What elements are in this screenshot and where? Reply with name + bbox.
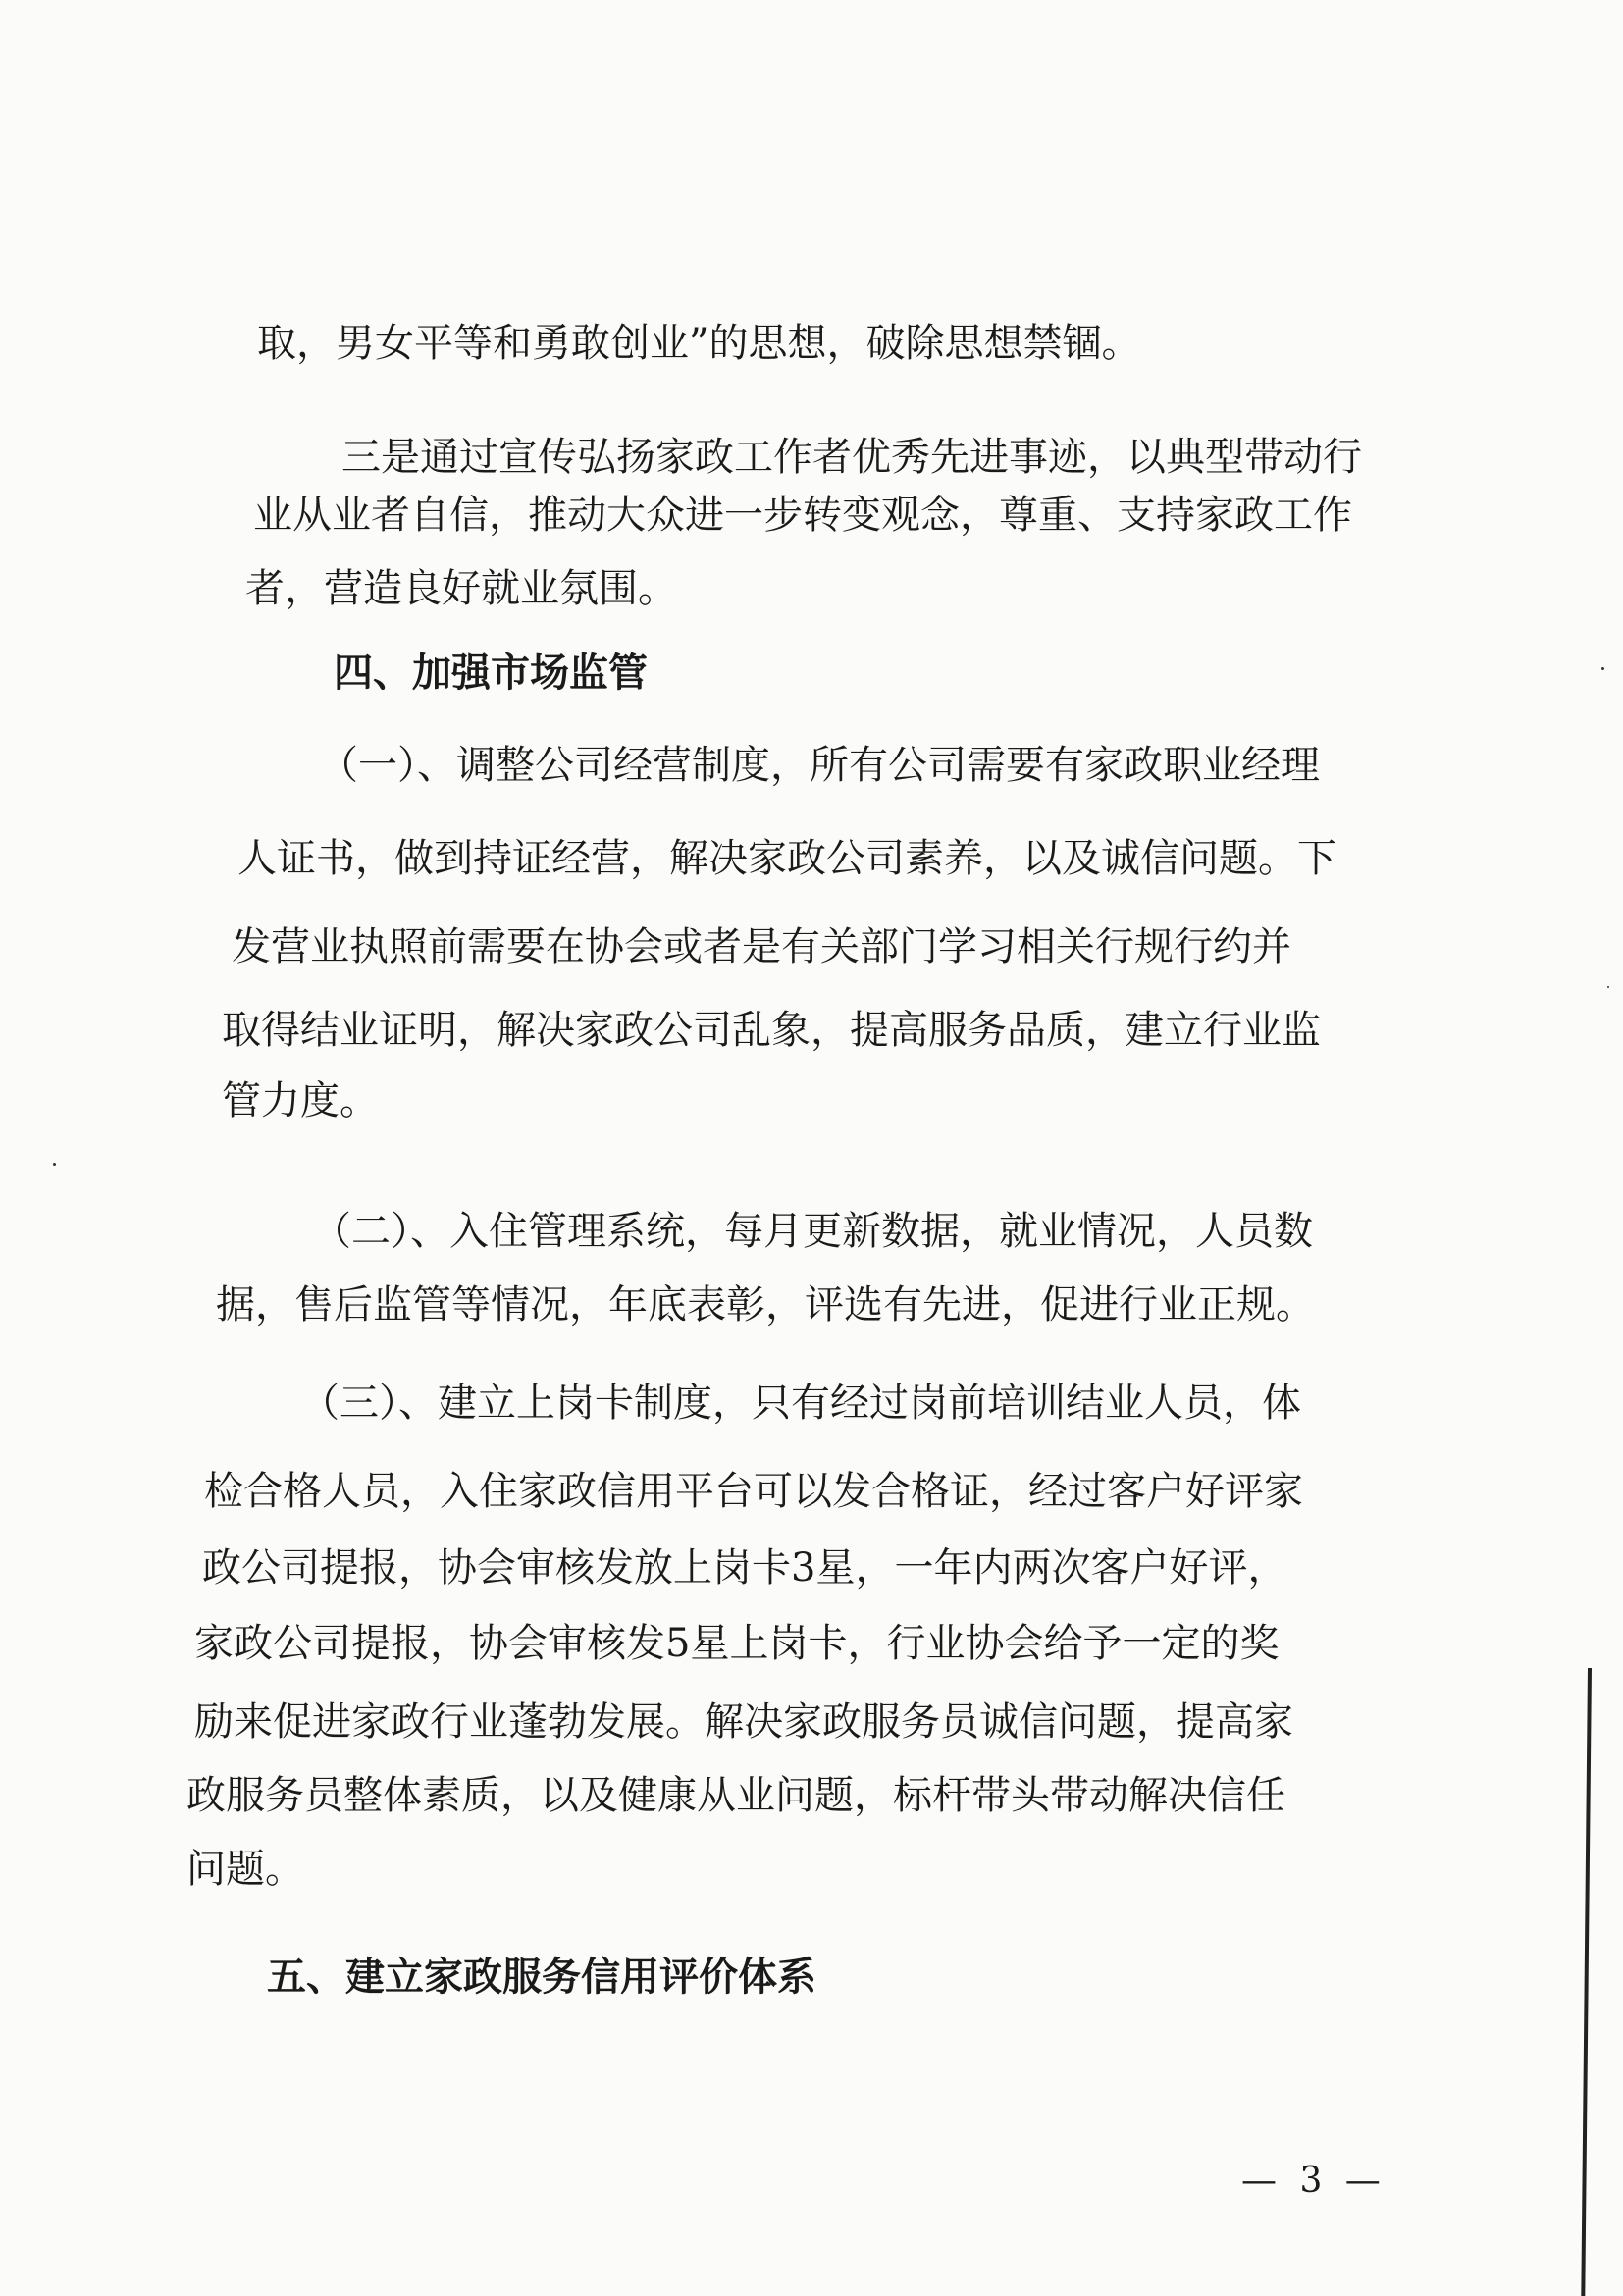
- section-heading: 四、加强市场监管: [334, 650, 648, 696]
- body-line: 人证书，做到持证经营，解决家政公司素养，以及诚信问题。下: [237, 836, 1336, 881]
- scan-speck: [1601, 667, 1604, 670]
- body-line: 检合格人员，入住家政信用平台可以发合格证，经过客户好评家: [204, 1469, 1303, 1514]
- scan-edge-line: [1581, 1668, 1592, 2296]
- body-line: （三）、建立上岗卡制度，只有经过岗前培训结业人员，体: [300, 1381, 1301, 1426]
- scan-speck: [53, 1163, 56, 1166]
- body-line: 发营业执照前需要在协会或者是有关部门学习相关行规行约并: [232, 924, 1291, 969]
- section-heading: 五、建立家政服务信用评价体系: [267, 1954, 816, 2000]
- body-line: 三是通过宣传弘扬家政工作者优秀先进事迹，以典型带动行: [341, 435, 1362, 480]
- body-line: 者，营造良好就业氛围。: [245, 566, 677, 611]
- body-line: 取得结业证明，解决家政公司乱象，提高服务品质，建立行业监: [222, 1008, 1321, 1053]
- body-line: 取，男女平等和勇敢创业”的思想，破除思想禁锢。: [257, 321, 1141, 366]
- body-line: 据，售后监管等情况，年底表彰，评选有先进，促进行业正规。: [216, 1282, 1315, 1328]
- body-line: 政公司提报，协会审核发放上岗卡3星，一年内两次客户好评，: [202, 1545, 1287, 1591]
- scan-speck: [1607, 986, 1609, 988]
- page-number: — 3 —: [1241, 2161, 1387, 2201]
- body-line: 管力度。: [222, 1078, 379, 1123]
- body-line: 问题。: [186, 1847, 304, 1892]
- body-line: 励来促进家政行业蓬勃发展。解决家政服务员诚信问题，提高家: [194, 1699, 1293, 1745]
- body-line: （一）、调整公司经营制度，所有公司需要有家政职业经理: [319, 743, 1320, 788]
- body-line: 家政公司提报，协会审核发5星上岗卡，行业协会给予一定的奖: [194, 1621, 1280, 1666]
- body-line: （二）、入住管理系统，每月更新数据，就业情况，人员数: [312, 1209, 1313, 1254]
- body-line: 业从业者自信，推动大众进一步转变观念，尊重、支持家政工作: [253, 493, 1352, 538]
- body-line: 政服务员整体素质，以及健康从业问题，标杆带头带动解决信任: [186, 1773, 1285, 1818]
